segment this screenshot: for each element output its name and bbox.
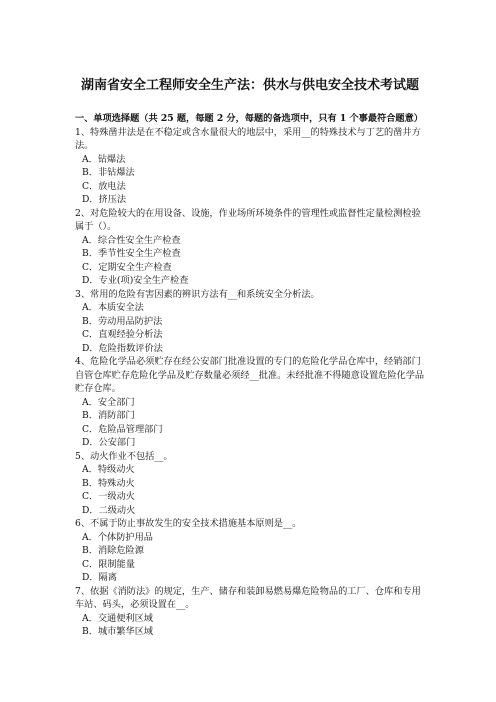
option-a: A．本质安全法: [82, 302, 144, 313]
option-b: B．非钻爆法: [82, 167, 135, 178]
section-heading: 一、单项选择题（共 25 题，每题 2 分，每题的备选项中，只有 1 个事最符合题意）: [75, 113, 423, 124]
option-a: A．交通便利区域: [82, 612, 153, 624]
option-b: B．城市繁华区域: [82, 626, 154, 637]
question-text: 5、动火作业不包括__。: [75, 450, 173, 462]
question-text: 1、特殊凿井法是在不稳定或含水量很大的地层中，采用__的特殊技术与丁艺的凿井方法。: [75, 126, 421, 151]
option-a: A．钻爆法: [82, 153, 126, 165]
option-b: B．季节性安全生产检查: [82, 248, 181, 259]
option-d: D．挤压法: [82, 194, 127, 205]
option-d: D．危险指数评价法: [82, 342, 163, 354]
question-list: [75, 112, 425, 639]
option-d: D．二级动火: [82, 504, 136, 516]
option-a: A．安全部门: [82, 396, 135, 408]
option-d: D．隔离: [82, 572, 117, 583]
option-d: D．公安部门: [82, 437, 136, 448]
option-b: B．特殊动火: [82, 477, 135, 489]
question-text: 6、不属于防止事故发生的安全技术措施基本原则是__。: [75, 518, 302, 529]
option-b: B．消防部门: [82, 410, 135, 421]
option-c: C．放电法: [82, 180, 126, 192]
option-c: C．限制能量: [82, 558, 135, 570]
option-c: C．定期安全生产检查: [82, 261, 172, 273]
page-title: 湖南省安全工程师安全生产法：供水与供电安全技术考试题: [80, 78, 419, 93]
option-c: C．直观经验分析法: [82, 329, 163, 340]
question-text: 7、依据《消防法》的规定，生产、储存和装卸易燃易爆危险物品的工厂、仓库和专用车站、码头，必须设置在__。: [75, 585, 421, 610]
option-c: C．一级动火: [82, 491, 135, 502]
option-b: B．劳动用品防护法: [82, 315, 163, 327]
option-a: A．特级动火: [82, 464, 135, 475]
option-a: A．个体防护用品: [82, 531, 153, 543]
question-text: 3、常用的危险有害因素的辨识方法有__和系统安全分析法。: [75, 288, 320, 300]
option-c: C．危险品管理部门: [82, 423, 163, 435]
option-b: B．消除危险源: [82, 545, 144, 556]
option-a: A．综合性安全生产检查: [82, 234, 181, 246]
question-text: 2、对危险较大的在用设备、设施，作业场所环境条件的管理性或监督性定量检测检验属于（）。: [75, 207, 421, 232]
option-d: D．专业(项)安全生产检查: [82, 275, 189, 286]
question-text: 4、危险化学品必须贮存在经公安部门批准设置的专门的危险化学品仓库中，经销部门自管仓库贮存危险化学品及贮存数量必须经__批准。未经批准不得随意设置危险化学品贮存仓库。: [75, 356, 425, 394]
